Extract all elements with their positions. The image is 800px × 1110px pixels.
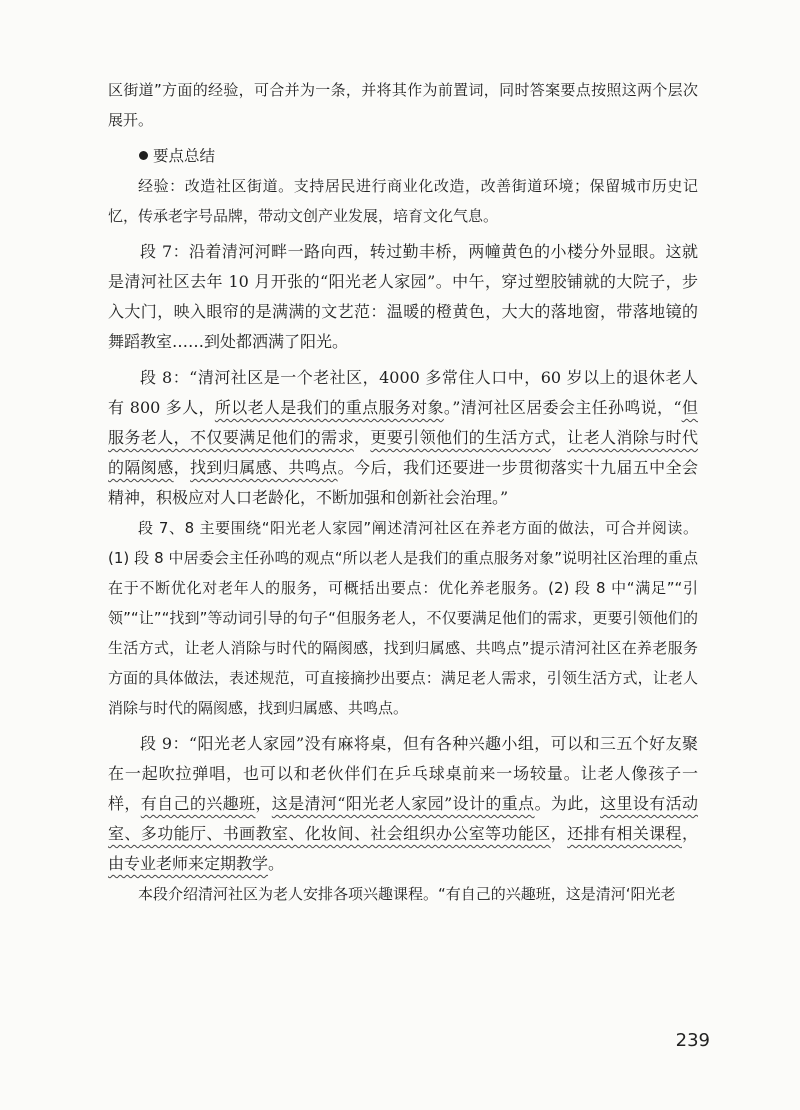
analysis-7-8: 段 7、8 主要围绕“阳光老人家园”阐述清河社区在养老方面的做法，可合并阅读。(1) 段 8 中居委会主任孙鸣的观点“所以老人是我们的重点服务对象”说明社区治理的重点在于不断优化对老年人的服务，可概括出要点：优化养老服务。(2) 段 8 中“满足”“引领”“让”“找到”等动词引导的句子“但服务老人，不仅要满足他们的需求，更要引领他们的生活方式，让老人消除与时代的隔阂感，找到归属感、共鸣点”提示清河社区在养老服务方面的具体做法，表述规范，可直接摘抄出要点：满足老人需求，引领生活方式，让老人消除与时代的隔阂感，找到归属感、共鸣点。 xyxy=(108,519,698,717)
body-text xyxy=(108,75,698,909)
p9-underline-4: 还排有相关课程 xyxy=(567,824,682,843)
p9-text-6: 。 xyxy=(268,854,285,873)
p8-underline-5: 找到归属感、共鸣点 xyxy=(190,458,338,477)
p8-text-4: ， xyxy=(550,428,568,447)
paragraph-7: 段 7：沿着清河河畔一路向西，转过勤丰桥，两幢黄色的小楼分外显眼。这就是清河社区去年 10 月开张的“阳光老人家园”。中午，穿过塑胶铺就的大院子，步入大门，映入眼帘的是满满的文艺范：温暖的橙黄色，大大的落地窗，带落地镜的舞蹈教室……到处都洒满了阳光。 xyxy=(108,242,698,351)
p9-text-4: ， xyxy=(550,824,568,843)
p9-underline-1: 有自己的兴趣班 xyxy=(140,794,256,813)
p8-text-6: 。今后，我们还要进一步贯彻落实十九届五中全会精神，积极应对人口老龄化，不断加强和创新社会治理。” xyxy=(108,458,698,507)
analysis-9: 本段介绍清河社区为老人安排各项兴趣课程。“有自己的兴趣班，这是清河‘阳光老 xyxy=(138,885,676,903)
p8-text-1: 段 8：“清河社区是一个老社区，4000 多常住人口中，60 岁以上的退休老人有 800 多人， xyxy=(108,368,698,417)
p9-underline-5: 由专业老师来定期教学 xyxy=(108,854,269,873)
paragraph-8 xyxy=(108,363,698,513)
page-number: 239 xyxy=(675,1030,710,1051)
p8-underline-4: 让老人消除与时代的隔阂感 xyxy=(108,428,698,477)
bullet-dot-icon xyxy=(139,151,148,160)
paragraph-9 xyxy=(108,729,698,879)
summary-heading xyxy=(108,141,698,171)
summary-heading-label: 要点总结 xyxy=(153,147,216,165)
p9-text-5: ， xyxy=(681,824,698,843)
p8-underline-3: 更要引领他们的生活方式 xyxy=(370,428,551,447)
p9-underline-2: 这是清河“阳光老人家园”设计的重点 xyxy=(271,794,535,813)
p9-text-2: ， xyxy=(255,794,272,813)
p8-text-5: ， xyxy=(173,458,190,477)
p9-text-1: 段 9：“阳光老人家园”没有麻将桌，但有各种兴趣小组，可以和三五个好友聚在一起吹拉弹唱，也可以和老伙伴们在乒乓球桌前来一场较量。让老人像孩子一样， xyxy=(108,734,698,813)
p8-underline-2: 但服务老人，不仅要满足他们的需求 xyxy=(108,398,698,447)
p8-underline-1: 所以老人是我们的重点服务对象 xyxy=(214,398,444,417)
p9-text-3: 。为此， xyxy=(534,794,601,813)
p9-underline-3: 这里设有活动室、多功能厅、书画教室、化妆间、社会组织办公室等功能区 xyxy=(108,794,698,843)
p8-text-3: ， xyxy=(353,428,371,447)
summary-paragraph: 经验：改造社区街道。支持居民进行商业化改造，改善街道环境；保留城市历史记忆，传承老字号品牌，带动文创产业发展，培育文化气息。 xyxy=(108,177,698,225)
p8-text-2: 。”清河社区居委会主任孙鸣说，“ xyxy=(443,398,682,417)
intro-paragraph: 区街道”方面的经验，可合并为一条，并将其作为前置词，同时答案要点按照这两个层次展开。 xyxy=(108,81,698,129)
